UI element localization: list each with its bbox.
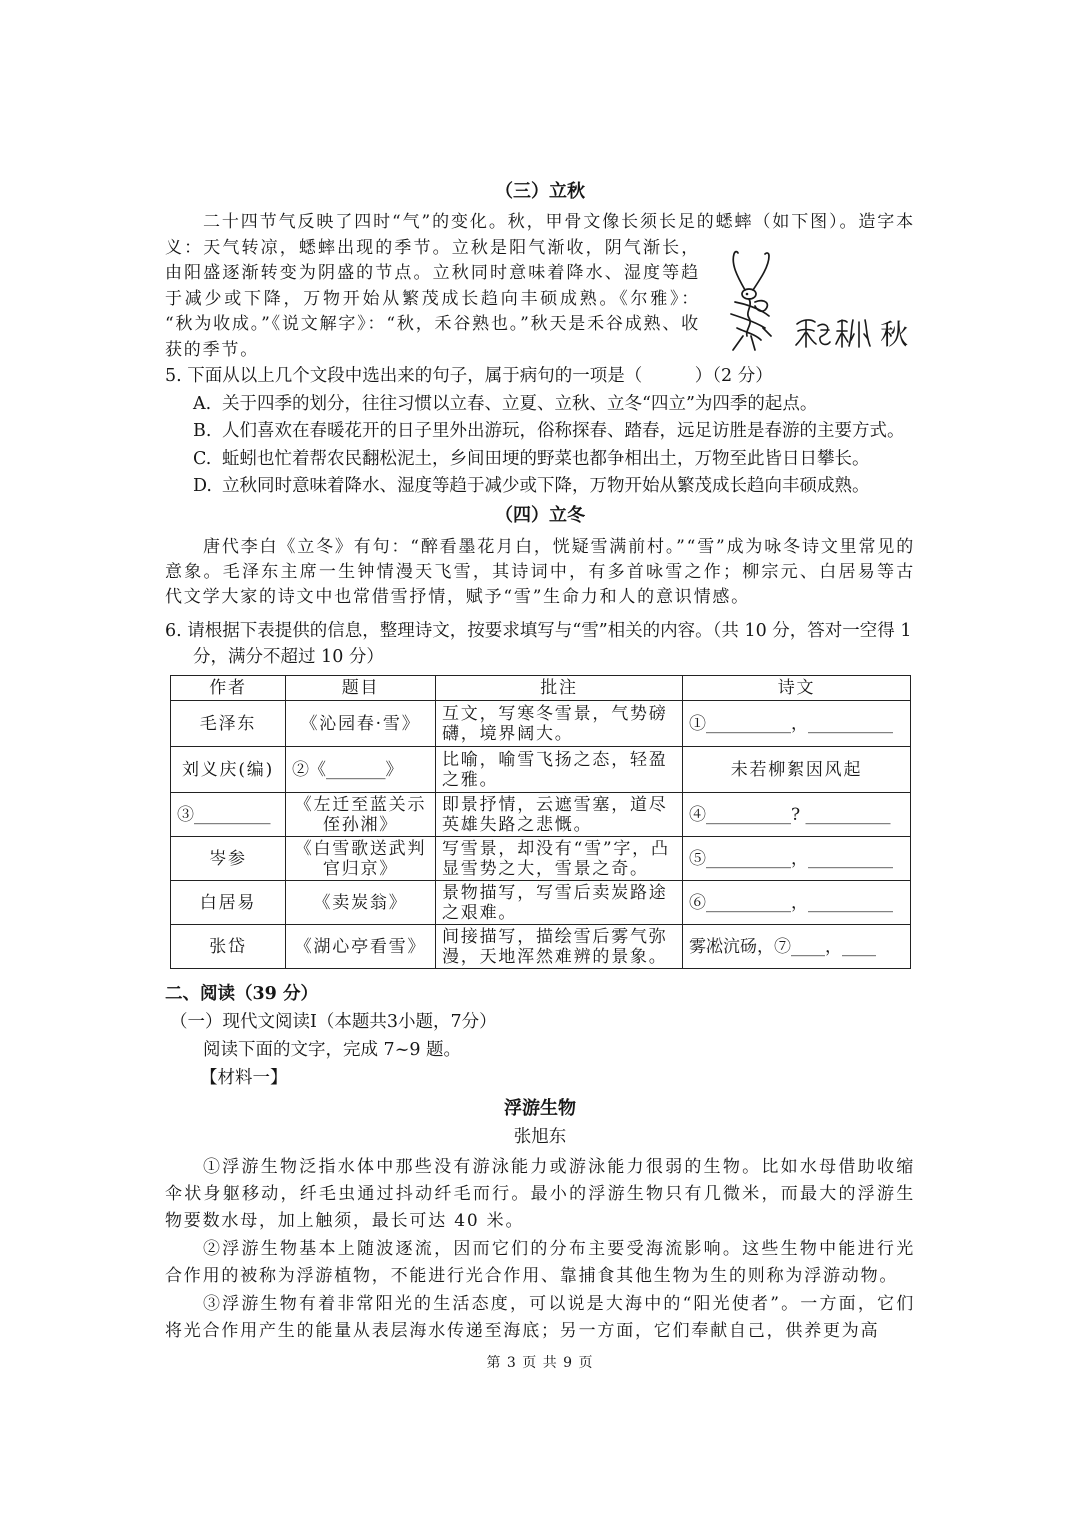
article-title: 浮游生物	[504, 1098, 576, 1119]
cricket-leg	[751, 336, 755, 350]
cell-author-blank: ③_________	[171, 793, 286, 837]
cricket-leg	[733, 336, 743, 350]
cell-title: 《卖炭翁》	[286, 881, 436, 925]
question-5	[165, 363, 915, 501]
poetry-table	[170, 675, 911, 969]
cell-poem: 未若柳絮因风起	[683, 747, 911, 793]
cell-title: 《白雪歌送武判官归京》	[286, 837, 436, 881]
article-paragraph: ②浮游生物基本上随波逐流，因而它们的分布主要受海流影响。这些生物中能进行光合作用的被称为浮游植物，不能进行光合作用、靠捕食其他生物为生的则称为浮游动物。	[165, 1238, 915, 1286]
table-row	[171, 837, 911, 881]
option-text: 关于四季的划分，往往习惯以立春、立夏、立秋、立冬“四立”为四季的起点。	[222, 393, 818, 414]
glyph-stroke	[796, 333, 805, 345]
header-poem: 诗文	[683, 676, 911, 701]
cell-poem-blank: ④__________? __________	[683, 793, 911, 837]
cricket-glyph	[731, 251, 771, 349]
option-text: 立秋同时意味着降水、湿度等趋于减少或下降，万物开始从繁茂成长趋向丰硕成熟。	[222, 476, 870, 496]
cricket-leg	[763, 328, 771, 336]
table-header-row	[171, 676, 911, 701]
option-d	[165, 473, 915, 501]
option-a	[165, 391, 915, 419]
cell-title-blank: ②《_______》	[286, 747, 436, 793]
cricket-back-loop	[755, 300, 767, 311]
table-row	[171, 701, 911, 747]
cell-poem-blank: 雾凇沆砀，⑦____，____	[683, 925, 911, 969]
seal-glyph-1	[796, 319, 830, 346]
glyph-stroke	[849, 320, 853, 346]
reading-heading: 二、阅读（39 分）	[165, 984, 318, 1004]
cricket-wing	[735, 302, 769, 316]
option-label: D.	[193, 476, 212, 496]
paragraph-li-dong: 唐代李白《立冬》有句：“醉看墨花月白，恍疑雪满前村。”“雪”成为咏冬诗文里常见的意象。毛泽东主席一生钟情漫天飞雪，其诗词中，有多首咏雪之作；柳宗元、白居易等古代文学大家的诗文中也常借雪抒情，赋予“雪”生命力和人的意识情感。	[165, 537, 915, 607]
table-row	[171, 925, 911, 969]
page-content	[165, 178, 915, 1373]
question-6-stem: 6. 请根据下表提供的信息，整理诗文，按要求填写与“雪”相关的内容。（共 10 分，答对一空得 1 分，满分不超过 10 分）	[165, 621, 912, 667]
qiu-evolution-illustration	[725, 236, 915, 361]
cricket-antenna-left	[733, 251, 745, 289]
cell-title: 《湖心亭看雪》	[286, 925, 436, 969]
cell-annotation: 写雪景，却没有“雪”字，凸显雪势之大，雪景之奇。	[436, 837, 683, 881]
material-label: 【材料一】	[200, 1068, 288, 1088]
reading-subheading: （一）现代文阅读I（本题共3小题，7分）	[170, 1012, 497, 1032]
cricket-eye	[746, 292, 749, 295]
reading-section-header	[165, 980, 915, 1092]
glyph-stroke	[807, 333, 816, 344]
table-row	[171, 881, 911, 925]
glyph-stroke	[865, 320, 870, 346]
cricket-antenna-right	[753, 252, 769, 289]
seal-glyph-2	[836, 320, 870, 347]
cricket-head	[742, 289, 756, 299]
article-paragraph: ③浮游生物有着非常阳光的生活态度，可以说是大海中的“阳光使者”。一方面，它们将光合作用产生的能量从表层海水传递至海底；另一方面，它们奉献自己，供养更为高	[165, 1293, 915, 1341]
header-annotation: 批注	[436, 676, 683, 701]
cell-annotation: 互文，写寒冬雪景，气势磅礴，境界阔大。	[436, 701, 683, 747]
page-footer: 第 3 页 共 9 页	[486, 1355, 594, 1371]
cell-poem-blank: ⑥__________，__________	[683, 881, 911, 925]
cell-author: 岑参	[171, 837, 286, 881]
cell-author: 毛泽东	[171, 701, 286, 747]
section-title-li-dong: （四）立冬	[495, 505, 585, 526]
table-row	[171, 793, 911, 837]
article-paragraph: ①浮游生物泛指水体中那些没有游泳能力或游泳能力很弱的生物。比如水母借助收缩伞状身躯移动，纤毛虫通过抖动纤毛而行。最小的浮游生物只有几微米，而最大的浮游生物要数水母，加上触须，最长可达 40 米。	[165, 1156, 915, 1231]
cell-title: 《沁园春·雪》	[286, 701, 436, 747]
reading-instruction: 阅读下面的文字，完成 7~9 题。	[203, 1040, 462, 1060]
cell-annotation: 比喻，喻雪飞扬之态，轻盈之雅。	[436, 747, 683, 793]
header-title: 题目	[286, 676, 436, 701]
cell-author: 刘义庆(编)	[171, 747, 286, 793]
oracle-bone-qiu-figure	[725, 236, 915, 361]
cell-annotation: 景物描写，写雪后卖炭路途之艰难。	[436, 881, 683, 925]
article-author: 张旭东	[513, 1127, 567, 1147]
paragraph-li-qiu	[165, 210, 915, 363]
header-author: 作者	[171, 676, 286, 701]
glyph-stroke	[843, 334, 848, 342]
question-5-stem: 5. 下面从以上几个文段中选出来的句子，属于病句的一项是（ ）（2 分）	[165, 366, 773, 386]
cell-author: 张岱	[171, 925, 286, 969]
cell-poem-blank: ⑤__________，__________	[683, 837, 911, 881]
paragraph-li-qiu-text: 二十四节气反映了四时“气”的变化。秋，甲骨文像长须长足的蟋蟀（如下图）。造字本义：天气转凉，蟋蟀出现的季节。立秋是阳气渐收，阴气渐长，由阳盛逐渐转变为阴盛的节点。立秋同时意味着降水、湿度等趋于减少或下降，万物开始从繁茂成长趋向丰硕成熟。《尔雅》：“秋为收成。”《说文解字》：“秋，禾谷熟也。”秋天是禾谷成熟、收获的季节。	[165, 212, 915, 360]
cell-title: 《左迁至蓝关示侄孙湘》	[286, 793, 436, 837]
option-c	[165, 446, 915, 474]
option-label: C.	[193, 448, 212, 469]
option-label: B.	[193, 421, 212, 441]
option-label: A.	[193, 393, 212, 414]
cell-annotation: 间接描写，描绘雪后雾气弥漫，天地浑然难辨的景象。	[436, 925, 683, 969]
modern-qiu-char: 秋	[880, 317, 910, 351]
option-b	[165, 418, 915, 446]
cell-author: 白居易	[171, 881, 286, 925]
option-text: 人们喜欢在春暖花开的日子里外出游玩，俗称探春、踏春，远足访胜是春游的主要方式。	[222, 421, 905, 441]
section-title-li-qiu: （三）立秋	[495, 181, 585, 202]
option-text: 蚯蚓也忙着帮农民翻松泥土，乡间田埂的野菜也都争相出土，万物至此皆日日攀长。	[222, 448, 870, 469]
cell-annotation: 即景抒情，云遮雪塞，道尽英雄失路之悲慨。	[436, 793, 683, 837]
glyph-stroke	[836, 334, 841, 344]
cell-poem-blank: ①__________，__________	[683, 701, 911, 747]
table-row	[171, 747, 911, 793]
glyph-stroke	[818, 324, 830, 344]
